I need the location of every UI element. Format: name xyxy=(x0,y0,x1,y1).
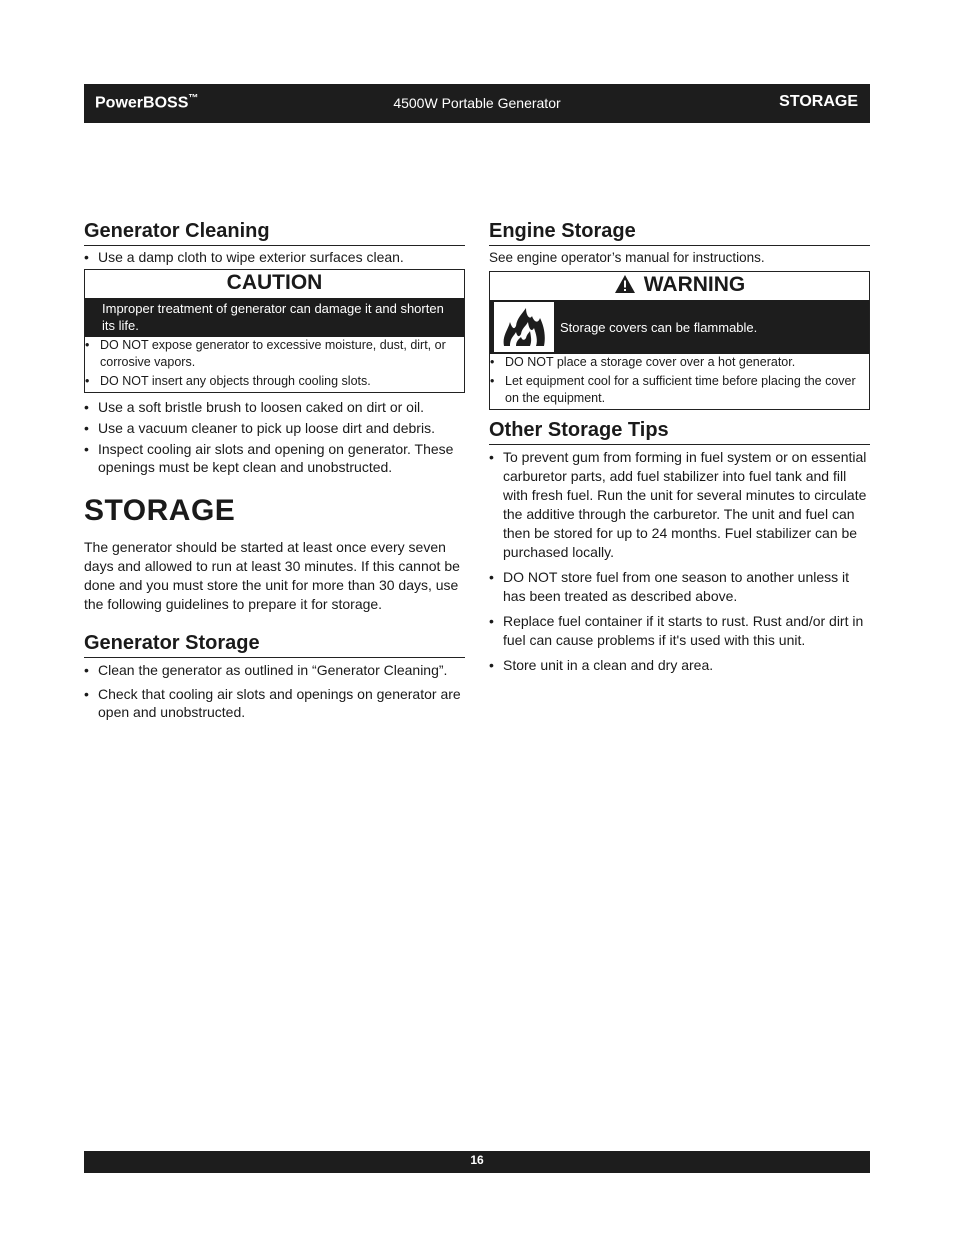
product-model: 4500W Portable Generator xyxy=(393,95,561,111)
warning-banner xyxy=(490,300,869,354)
warning-title-row xyxy=(490,272,869,300)
trademark-symbol: ™ xyxy=(188,93,199,104)
warning-title: WARNING xyxy=(643,273,746,296)
list-item: • Check that cooling air slots and openings on generator are open and unobstructed. xyxy=(84,685,465,721)
warning-message: Storage covers can be flammable. xyxy=(560,319,758,335)
generator-storage-bullets xyxy=(84,661,465,721)
list-item: • Replace fuel container if it starts to rust. Rust and/or dirt in fuel can cause problems if it's used with this unit. xyxy=(489,612,870,650)
page-footer xyxy=(84,1151,870,1173)
list-item: • Use a damp cloth to wipe exterior surfaces clean. xyxy=(84,248,465,266)
caution-message: Improper treatment of generator can damage it and shorten its life. xyxy=(85,298,464,337)
brand-name: PowerBOSS™ xyxy=(95,93,199,112)
heading-generator-storage: Generator Storage xyxy=(84,630,465,658)
list-item: • Store unit in a clean and dry area. xyxy=(489,656,870,675)
page-number: 16 xyxy=(470,1153,484,1167)
warning-box xyxy=(489,271,870,410)
list-item: • Use a vacuum cleaner to pick up loose dirt and debris. xyxy=(84,419,465,437)
list-item: • Use a soft bristle brush to loosen caked on dirt or oil. xyxy=(84,398,465,416)
list-item: • DO NOT store fuel from one season to another unless it has been treated as described above. xyxy=(489,568,870,606)
cleaning-bullets-top xyxy=(84,248,465,266)
list-item: • DO NOT place a storage cover over a hot generator. xyxy=(490,354,869,371)
heading-other-storage-tips: Other Storage Tips xyxy=(489,417,870,445)
list-item: • Let equipment cool for a sufficient time before placing the cover on the equipment. xyxy=(490,373,869,407)
list-item: • Inspect cooling air slots and opening on generator. These openings must be kept clean and unobstructed. xyxy=(84,440,465,476)
storage-intro: The generator should be started at least once every seven days and allowed to run at least 30 minutes. If this cannot be done and you must store the unit for more than 30 days, use the following guidelines to prepare it for storage. xyxy=(84,539,460,612)
storage-title: STORAGE xyxy=(84,494,236,527)
list-item: • DO NOT expose generator to excessive moisture, dust, dirt, or corrosive vapors. xyxy=(85,337,464,371)
list-item: • Clean the generator as outlined in “Generator Cleaning”. xyxy=(84,661,465,679)
caution-title: CAUTION xyxy=(226,271,323,294)
heading-generator-cleaning: Generator Cleaning xyxy=(84,218,465,246)
flame-icon xyxy=(492,300,556,354)
storage-tips-bullets xyxy=(489,448,870,675)
cleaning-bullets-bottom xyxy=(84,398,465,476)
right-column xyxy=(489,218,870,681)
caution-list xyxy=(85,337,464,390)
left-column xyxy=(84,218,465,727)
list-item: • DO NOT insert any objects through cooling slots. xyxy=(85,373,464,390)
warning-triangle-icon xyxy=(614,274,636,301)
page-header xyxy=(84,84,870,123)
caution-box xyxy=(84,269,465,393)
warning-list xyxy=(490,354,869,407)
heading-engine-storage: Engine Storage xyxy=(489,218,870,246)
list-item: • To prevent gum from forming in fuel system or on essential carburetor parts, add fuel stabilizer into fuel tank and fill with fresh fuel. Run the unit for several minutes to circulate the additive through the carburetor. The unit and fuel can then be stored for up to 24 months. Fuel stabilizer can be purchased locally. xyxy=(489,448,870,562)
section-name: STORAGE xyxy=(779,93,858,110)
engine-note: See engine operator’s manual for instructions. xyxy=(489,250,765,265)
